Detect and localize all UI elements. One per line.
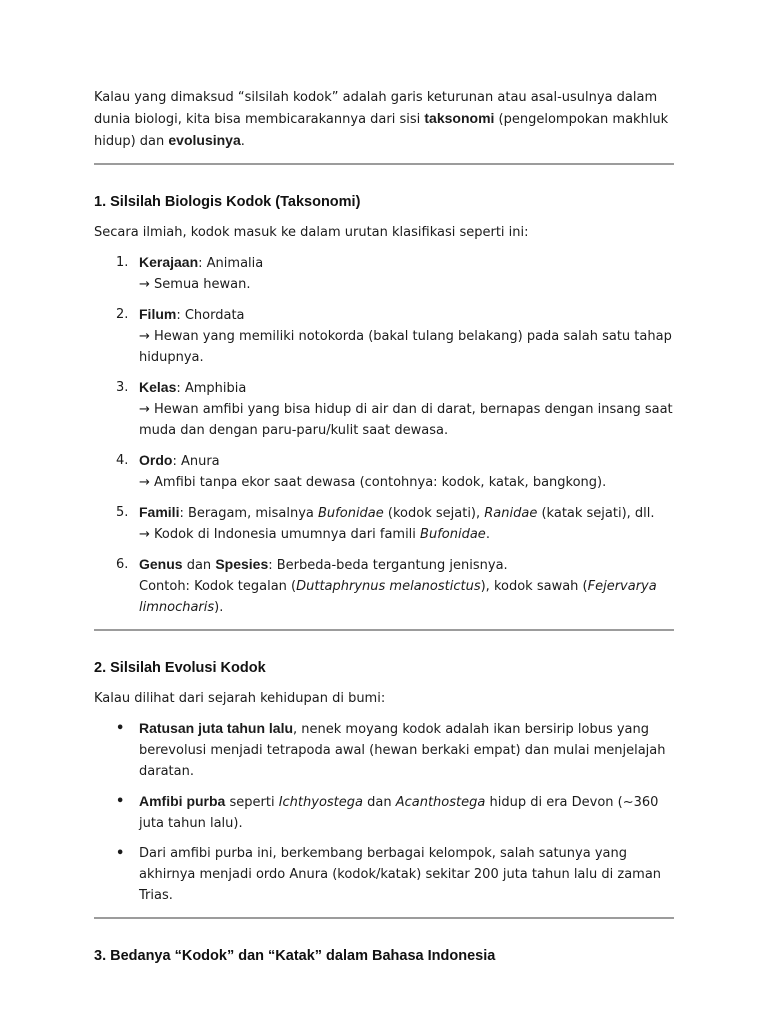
bullet-marker: •: [116, 846, 125, 861]
section-lead: Kalau dilihat dari sejarah kehidupan di bumi:: [94, 691, 386, 706]
list-item: [94, 377, 674, 441]
list-term: Ratusan juta tahun lalu: [139, 720, 294, 736]
list-item: [94, 502, 674, 545]
list-value: : Berbeda-beda tergantung jenisnya.: [268, 558, 508, 573]
list-item: [94, 304, 674, 368]
list-value: : Beragam, misalnya: [179, 506, 319, 521]
divider: [94, 163, 674, 165]
list-note: → Semua hewan.: [139, 277, 251, 292]
family-name: Ranidae: [484, 506, 538, 521]
list-term: Kerajaan: [139, 254, 199, 270]
list-item: [94, 791, 674, 834]
divider: [94, 629, 674, 631]
list-value: (kodok sejati),: [383, 506, 485, 521]
list-note: → Kodok di Indonesia umumnya dari famili: [139, 527, 421, 542]
section-heading-evolusi: 2. Silsilah Evolusi Kodok: [94, 660, 266, 676]
list-value: (katak sejati), dll.: [537, 506, 655, 521]
list-example: Contoh: Kodok tegalan (: [139, 579, 297, 594]
list-text: hidup di era Devon (~360 juta tahun lalu).: [139, 795, 659, 831]
list-text: seperti: [225, 795, 279, 810]
list-note: → Amfibi tanpa ekor saat dewasa (contohnya: kodok, katak, bangkong).: [139, 475, 607, 490]
list-item: [94, 252, 674, 295]
intro-text: (pengelompokan makhluk hidup) dan: [94, 112, 669, 149]
list-value: dan: [182, 558, 216, 573]
list-term: Spesies: [215, 556, 269, 572]
list-term: Filum: [139, 306, 177, 322]
list-value: : Chordata: [176, 308, 245, 323]
species-name: Fejervarya limnocharis: [139, 579, 657, 615]
list-item: [94, 554, 674, 618]
list-term: Famili: [139, 504, 180, 520]
species-name: Acanthostega: [395, 795, 486, 810]
evolution-list: [94, 718, 674, 906]
section-heading-taksonomi: 1. Silsilah Biologis Kodok (Taksonomi): [94, 194, 361, 210]
taxonomy-list: [94, 252, 674, 618]
list-number: 6.: [116, 557, 129, 572]
list-item: [94, 718, 674, 782]
list-number: 3.: [116, 380, 129, 395]
section-heading-kodok-katak: 3. Bedanya “Kodok” dan “Katak” dalam Bahasa Indonesia: [94, 948, 496, 964]
list-note: → Hewan amfibi yang bisa hidup di air dan di darat, bernapas dengan insang saat muda dan dengan paru-paru/kulit saat dewasa.: [139, 402, 673, 438]
list-note: .: [485, 527, 490, 542]
list-note: → Hewan yang memiliki notokorda (bakal tulang belakang) pada salah satu tahap hidupnya.: [139, 329, 672, 365]
section-lead: Secara ilmiah, kodok masuk ke dalam urutan klasifikasi seperti ini:: [94, 225, 529, 240]
list-term: Amfibi purba: [139, 793, 226, 809]
intro-text: .: [240, 134, 245, 149]
intro-paragraph: [94, 87, 674, 152]
list-text: dan: [362, 795, 396, 810]
family-name: Bufonidae: [420, 527, 486, 542]
list-term: Ordo: [139, 452, 173, 468]
list-value: : Animalia: [198, 256, 264, 271]
list-value: : Amphibia: [176, 381, 247, 396]
list-text: , nenek moyang kodok adalah ikan bersirip lobus yang berevolusi menjadi tetrapoda awal (hewan berkaki empat) dan mulai menjelajah daratan.: [139, 722, 666, 779]
family-name: Bufonidae: [318, 506, 384, 521]
list-item: [94, 450, 674, 493]
list-value: : Anura: [172, 454, 220, 469]
list-number: 2.: [116, 307, 129, 322]
divider: [94, 917, 674, 919]
list-term: Genus: [139, 556, 183, 572]
list-text: Dari amfibi purba ini, berkembang berbagai kelompok, salah satunya yang akhirnya menjadi ordo Anura (kodok/katak) sekitar 200 juta tahun lalu di zaman Trias.: [139, 846, 662, 903]
list-example: ).: [214, 600, 224, 615]
list-term: Kelas: [139, 379, 177, 395]
list-item: [94, 843, 674, 906]
list-number: 4.: [116, 453, 129, 468]
list-number: 1.: [116, 255, 129, 270]
bullet-marker: •: [116, 721, 125, 736]
term-evolusinya: evolusinya: [168, 132, 241, 148]
list-example: ), kodok sawah (: [480, 579, 588, 594]
species-name: Ichthyostega: [278, 795, 363, 810]
term-taksonomi: taksonomi: [424, 110, 495, 126]
species-name: Duttaphrynus melanostictus: [296, 579, 481, 594]
intro-text: Kalau yang dimaksud “silsilah kodok” adalah garis keturunan atau asal-usulnya dalam dunia biologi, kita bisa membicarakannya dari sisi: [94, 90, 658, 127]
bullet-marker: •: [116, 794, 125, 809]
list-number: 5.: [116, 505, 129, 520]
